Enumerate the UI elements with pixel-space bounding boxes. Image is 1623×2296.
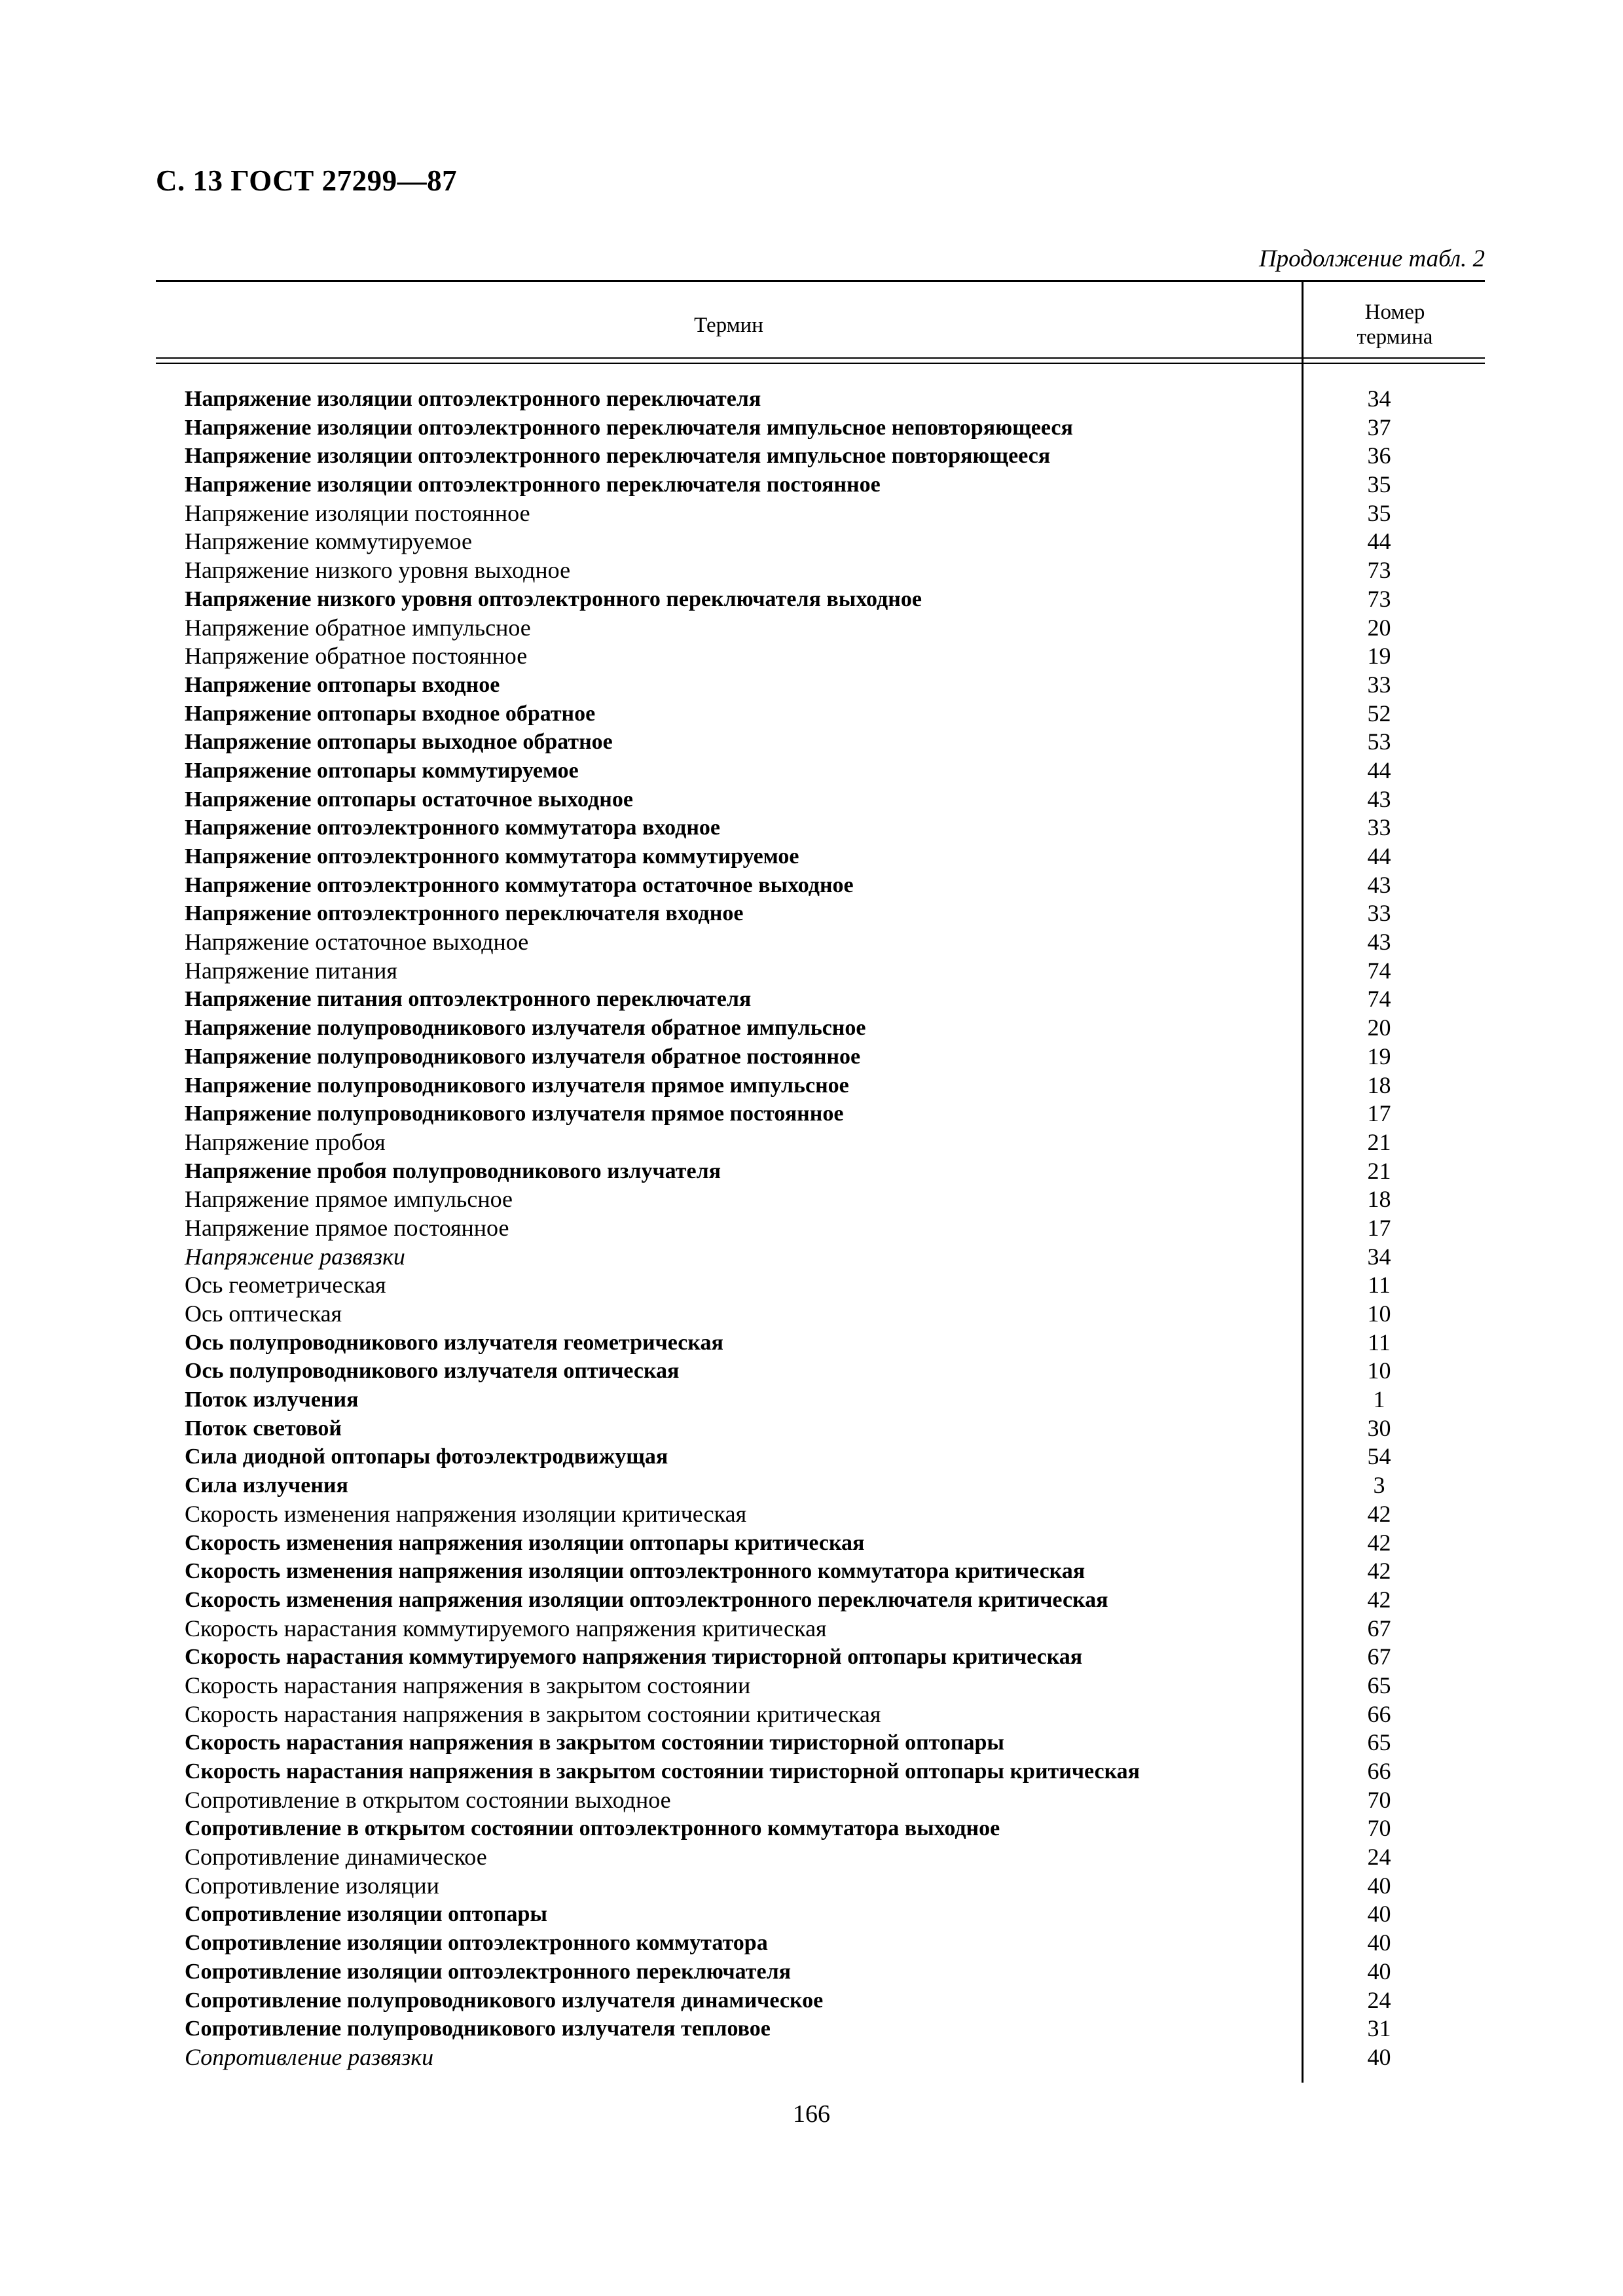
table-row <box>185 1300 1481 1329</box>
term-number-cell: 74 <box>1367 957 1391 984</box>
term-number-cell: 11 <box>1368 1329 1391 1355</box>
term-number-cell: 44 <box>1367 528 1391 555</box>
term-cell: Напряжение коммутируемое <box>185 528 472 555</box>
table-row <box>185 1615 1481 1643</box>
table-row <box>185 1958 1481 1986</box>
table-row <box>185 1185 1481 1214</box>
term-cell: Сопротивление изоляции оптопары <box>185 1902 547 1927</box>
table-row <box>185 1586 1481 1615</box>
term-number-cell: 17 <box>1367 1100 1391 1127</box>
term-number-cell: 34 <box>1367 386 1391 412</box>
term-number-cell: 53 <box>1367 728 1391 755</box>
term-cell: Сопротивление развязки <box>185 2043 434 2070</box>
term-cell: Напряжение обратное постоянное <box>185 643 528 670</box>
term-number-cell: 33 <box>1367 671 1391 698</box>
term-cell: Ось геометрическая <box>185 1272 386 1299</box>
term-cell: Сопротивление полупроводникового излучателя динамическое <box>185 1988 824 2013</box>
term-number-cell: 30 <box>1367 1414 1391 1441</box>
table-row <box>185 899 1481 928</box>
term-cell: Скорость изменения напряжения изоляции оптоэлектронного переключателя критическая <box>185 1587 1108 1612</box>
table-row <box>185 1700 1481 1729</box>
term-number-cell: 10 <box>1367 1357 1391 1384</box>
term-number-cell: 67 <box>1367 1643 1391 1670</box>
term-cell: Напряжение оптопары выходное обратное <box>185 730 613 755</box>
term-cell: Сопротивление изоляции <box>185 1872 439 1899</box>
table-row <box>185 1329 1481 1357</box>
table-row <box>185 642 1481 671</box>
term-number-cell: 17 <box>1367 1214 1391 1241</box>
term-number-cell: 21 <box>1367 1128 1391 1155</box>
table-row <box>185 528 1481 556</box>
table-row <box>185 1128 1481 1157</box>
table-row <box>185 671 1481 700</box>
term-cell: Ось полупроводникового излучателя оптическая <box>185 1359 680 1384</box>
table-row <box>185 1843 1481 1872</box>
term-cell: Напряжение пробоя <box>185 1128 386 1155</box>
header-double-rule <box>156 357 1485 364</box>
term-number-cell: 65 <box>1367 1672 1391 1698</box>
table-row <box>185 928 1481 957</box>
column-header-term: Термин <box>694 313 763 337</box>
term-cell: Напряжение низкого уровня оптоэлектронного переключателя выходное <box>185 586 922 611</box>
term-number-cell: 40 <box>1367 1958 1391 1984</box>
table-row <box>185 1243 1481 1272</box>
table-row <box>185 414 1481 442</box>
table-row <box>185 1672 1481 1700</box>
term-cell: Напряжение полупроводникового излучателя обратное постоянное <box>185 1044 861 1069</box>
table-row <box>185 985 1481 1014</box>
term-number-cell: 21 <box>1367 1157 1391 1184</box>
term-number-cell: 20 <box>1367 1014 1391 1041</box>
term-cell: Сопротивление изоляции оптоэлектронного переключателя <box>185 1959 792 1984</box>
table-row <box>185 700 1481 728</box>
term-cell: Напряжение питания оптоэлектронного переключателя <box>185 987 752 1012</box>
term-cell: Напряжение пробоя полупроводникового излучателя <box>185 1158 721 1183</box>
term-number-cell: 66 <box>1367 1700 1391 1727</box>
term-number-cell: 73 <box>1367 585 1391 612</box>
term-cell: Напряжение оптопары остаточное выходное <box>185 787 633 812</box>
term-number-cell: 66 <box>1367 1758 1391 1784</box>
table-row <box>185 1814 1481 1843</box>
term-cell: Напряжение оптоэлектронного коммутатора входное <box>185 816 721 840</box>
table-row <box>185 1500 1481 1529</box>
term-cell: Сила излучения <box>185 1473 348 1498</box>
table-row <box>185 1729 1481 1757</box>
term-cell: Напряжение изоляции оптоэлектронного переключателя импульсное повторяющееся <box>185 444 1051 469</box>
term-number-cell: 43 <box>1367 929 1391 956</box>
term-cell: Напряжение оптопары входное <box>185 672 500 697</box>
term-number-cell: 33 <box>1367 900 1391 927</box>
terms-table <box>156 280 1485 2083</box>
term-cell: Напряжение остаточное выходное <box>185 929 529 956</box>
term-number-cell: 11 <box>1368 1272 1391 1299</box>
term-cell: Напряжение полупроводникового излучателя прямое постоянное <box>185 1102 844 1126</box>
term-number-cell: 20 <box>1367 614 1391 641</box>
table-row <box>185 1357 1481 1386</box>
term-number-cell: 18 <box>1367 1071 1391 1098</box>
term-number-cell: 31 <box>1367 2015 1391 2042</box>
term-number-cell: 19 <box>1367 1043 1391 1069</box>
term-number-cell: 44 <box>1367 843 1391 869</box>
term-cell: Скорость нарастания коммутируемого напряжения критическая <box>185 1615 827 1641</box>
term-number-cell: 40 <box>1367 1872 1391 1899</box>
term-cell: Сопротивление изоляции оптоэлектронного коммутатора <box>185 1931 768 1956</box>
table-row <box>185 757 1481 785</box>
term-cell: Напряжение оптоэлектронного переключателя входное <box>185 901 744 926</box>
term-number-cell: 33 <box>1367 814 1391 841</box>
term-cell: Сопротивление динамическое <box>185 1844 487 1871</box>
term-cell: Скорость изменения напряжения изоляции оптоэлектронного коммутатора критическая <box>185 1559 1085 1584</box>
term-cell: Сопротивление в открытом состоянии оптоэлектронного коммутатора выходное <box>185 1816 1000 1841</box>
table-row <box>185 1643 1481 1672</box>
table-row <box>185 1986 1481 2015</box>
page-number: 166 <box>793 2100 830 2128</box>
term-cell: Напряжение оптопары коммутируемое <box>185 758 579 783</box>
table-row <box>185 871 1481 900</box>
table-row <box>185 1872 1481 1901</box>
table-row <box>185 1386 1481 1414</box>
term-number-cell: 42 <box>1367 1586 1391 1613</box>
term-cell: Напряжение прямое постоянное <box>185 1214 509 1241</box>
term-number-cell: 24 <box>1367 1986 1391 2013</box>
table-row <box>185 1529 1481 1558</box>
term-cell: Напряжение изоляции оптоэлектронного переключателя импульсное неповторяющееся <box>185 415 1073 440</box>
table-row <box>185 2015 1481 2043</box>
table-body <box>185 385 1481 2072</box>
page-header: С. 13 ГОСТ 27299—87 <box>156 164 458 197</box>
table-row <box>185 499 1481 528</box>
term-cell: Скорость нарастания напряжения в закрытом состоянии <box>185 1672 751 1698</box>
term-cell: Скорость изменения напряжения изоляции оптопары критическая <box>185 1530 865 1555</box>
table-row <box>185 957 1481 986</box>
term-cell: Напряжение изоляции оптоэлектронного переключателя постоянное <box>185 473 881 497</box>
table-row <box>185 1271 1481 1300</box>
column-header-number-line1: Номер <box>1364 300 1425 324</box>
term-number-cell: 36 <box>1367 442 1391 469</box>
term-number-cell: 42 <box>1367 1558 1391 1585</box>
term-cell: Напряжение оптопары входное обратное <box>185 701 596 726</box>
term-number-cell: 37 <box>1367 414 1391 440</box>
table-row <box>185 471 1481 499</box>
term-cell: Поток световой <box>185 1416 342 1441</box>
table-row <box>185 1414 1481 1443</box>
table-row <box>185 1157 1481 1186</box>
table-row <box>185 1757 1481 1786</box>
table-row <box>185 785 1481 814</box>
table-row <box>185 1443 1481 1471</box>
term-cell: Сопротивление полупроводникового излучателя тепловое <box>185 2017 771 2041</box>
column-header-number <box>1305 292 1485 357</box>
term-cell: Напряжение изоляции оптоэлектронного переключателя <box>185 387 761 411</box>
term-cell: Напряжение полупроводникового излучателя прямое импульсное <box>185 1073 849 1098</box>
table-row <box>185 1929 1481 1958</box>
column-header-number-line2: термина <box>1357 325 1433 349</box>
table-row <box>185 1043 1481 1071</box>
term-number-cell: 19 <box>1367 643 1391 670</box>
term-cell: Скорость нарастания напряжения в закрытом состоянии критическая <box>185 1700 881 1727</box>
table-continuation-label: Продолжение табл. 2 <box>1258 245 1485 272</box>
term-number-cell: 35 <box>1367 471 1391 498</box>
term-cell: Напряжение оптоэлектронного коммутатора остаточное выходное <box>185 872 854 897</box>
table-row <box>185 1471 1481 1500</box>
table-row <box>185 814 1481 842</box>
table-top-rule <box>156 280 1485 282</box>
term-number-cell: 3 <box>1373 1472 1385 1499</box>
term-cell: Скорость нарастания напряжения в закрытом состоянии тиристорной оптопары критическая <box>185 1759 1140 1784</box>
term-cell: Напряжение полупроводникового излучателя обратное импульсное <box>185 1016 866 1041</box>
term-number-cell: 40 <box>1367 1901 1391 1928</box>
term-number-cell: 40 <box>1367 2043 1391 2070</box>
term-number-cell: 70 <box>1367 1815 1391 1842</box>
table-row <box>185 1786 1481 1815</box>
table-row <box>185 2043 1481 2072</box>
term-cell: Напряжение оптоэлектронного коммутатора коммутируемое <box>185 844 799 869</box>
term-number-cell: 54 <box>1367 1443 1391 1470</box>
term-number-cell: 65 <box>1367 1729 1391 1756</box>
term-number-cell: 1 <box>1373 1386 1385 1413</box>
term-cell: Напряжение развязки <box>185 1243 405 1270</box>
table-row <box>185 728 1481 757</box>
term-number-cell: 42 <box>1367 1500 1391 1527</box>
table-row <box>185 556 1481 585</box>
term-number-cell: 35 <box>1367 499 1391 526</box>
term-number-cell: 42 <box>1367 1529 1391 1556</box>
term-cell: Поток излучения <box>185 1388 359 1412</box>
table-row <box>185 442 1481 471</box>
term-number-cell: 74 <box>1367 986 1391 1013</box>
term-cell: Напряжение изоляции постоянное <box>185 499 530 526</box>
table-row <box>185 1214 1481 1243</box>
term-number-cell: 44 <box>1367 757 1391 783</box>
term-cell: Скорость изменения напряжения изоляции критическая <box>185 1500 747 1527</box>
table-row <box>185 1071 1481 1100</box>
term-cell: Напряжение низкого уровня выходное <box>185 557 571 584</box>
table-row <box>185 1014 1481 1043</box>
term-number-cell: 73 <box>1367 557 1391 584</box>
term-cell: Скорость нарастания коммутируемого напряжения тиристорной оптопары критическая <box>185 1645 1083 1670</box>
term-number-cell: 70 <box>1367 1786 1391 1813</box>
term-number-cell: 34 <box>1367 1243 1391 1270</box>
term-number-cell: 43 <box>1367 871 1391 898</box>
term-cell: Сила диодной оптопары фотоэлектродвижущая <box>185 1444 668 1469</box>
term-number-cell: 43 <box>1367 785 1391 812</box>
term-number-cell: 67 <box>1367 1615 1391 1641</box>
table-row <box>185 1900 1481 1929</box>
term-number-cell: 24 <box>1367 1844 1391 1871</box>
term-cell: Сопротивление в открытом состоянии выходное <box>185 1786 671 1813</box>
term-cell: Ось оптическая <box>185 1300 342 1327</box>
term-cell: Напряжение питания <box>185 957 397 984</box>
table-row <box>185 1100 1481 1128</box>
term-cell: Напряжение прямое импульсное <box>185 1186 513 1213</box>
table-row <box>185 385 1481 414</box>
term-number-cell: 18 <box>1367 1186 1391 1213</box>
term-cell: Напряжение обратное импульсное <box>185 614 531 641</box>
term-number-cell: 40 <box>1367 1929 1391 1956</box>
term-number-cell: 52 <box>1367 700 1391 726</box>
term-cell: Ось полупроводникового излучателя геометрическая <box>185 1330 723 1355</box>
table-row <box>185 842 1481 871</box>
table-row <box>185 1557 1481 1586</box>
term-number-cell: 10 <box>1367 1300 1391 1327</box>
table-row <box>185 585 1481 614</box>
table-row <box>185 614 1481 643</box>
term-cell: Скорость нарастания напряжения в закрытом состоянии тиристорной оптопары <box>185 1731 1004 1755</box>
